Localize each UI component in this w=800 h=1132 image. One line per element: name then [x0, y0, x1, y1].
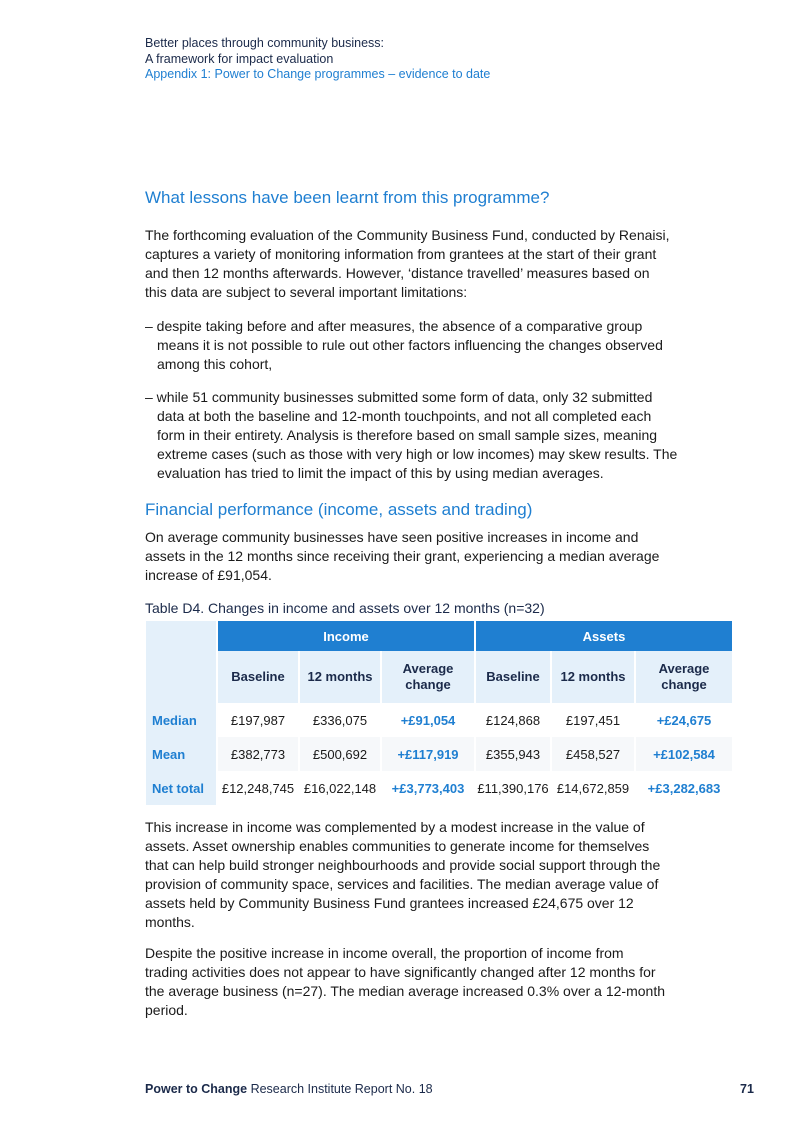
column-header: Average change: [382, 651, 474, 703]
table-cell: +£102,584: [636, 737, 732, 771]
table-corner-cell: [146, 621, 216, 703]
section-title-financial: Financial performance (income, assets and trading): [145, 500, 533, 519]
footer-brand: Power to Change: [145, 1082, 248, 1096]
table-cell: £14,672,859: [552, 771, 634, 805]
table-cell: £458,527: [552, 737, 634, 771]
table-cell: £197,451: [552, 703, 634, 737]
table-row: [146, 771, 732, 805]
table-cell: +£24,675: [636, 703, 732, 737]
table-caption: Table D4. Changes in income and assets over 12 months (n=32): [145, 600, 545, 616]
column-header: Baseline: [218, 651, 298, 703]
income-assets-table: [144, 621, 734, 805]
row-label: Median: [146, 703, 216, 737]
header-appendix-line: Appendix 1: Power to Change programmes – evidence to date: [145, 67, 491, 81]
table-cell: £16,022,148: [300, 771, 380, 805]
bullet-item: – while 51 community businesses submitted some form of data, only 32 submitted data at both the baseline and 12-month touchpoints, and not all completed each form in their entirety. Analysis is therefore based on small sample sizes, meaning extreme cases (such as those with very high or low incomes) may skew results. The evaluation has tried to limit the impact of this by using median averages.: [145, 389, 678, 481]
column-header: 12 months: [300, 651, 380, 703]
column-header: 12 months: [552, 651, 634, 703]
group-header-income: Income: [218, 621, 474, 651]
group-header-assets: Assets: [476, 621, 732, 651]
table-cell: £12,248,745: [218, 771, 298, 805]
table-cell: £124,868: [476, 703, 550, 737]
lessons-paragraph: The forthcoming evaluation of the Community Business Fund, conducted by Renaisi, captures a variety of monitoring information from grantees at the start of their grant and then 12 months afterwards. However, ‘distance travelled’ measures based on this data are subject to several important limitations:: [145, 227, 670, 300]
page-footer: [145, 1082, 433, 1096]
table-cell: £197,987: [218, 703, 298, 737]
table-cell: £11,390,176: [476, 771, 550, 805]
trading-paragraph: Despite the positive increase in income overall, the proportion of income from trading activities does not appear to have significantly changed after 12 months for the average business (n=27). The median average increased 0.3% over a 12-month period.: [145, 945, 666, 1018]
financial-paragraph: On average community businesses have seen positive increases in income and assets in the 12 months since receiving their grant, experiencing a median average increase of £91,054.: [145, 529, 660, 583]
row-label: Mean: [146, 737, 216, 771]
header-title-line2: A framework for impact evaluation: [145, 51, 334, 66]
table-cell: £355,943: [476, 737, 550, 771]
running-header: [145, 36, 490, 83]
footer-report: Research Institute Report No. 18: [247, 1082, 433, 1096]
row-label: Net total: [146, 771, 216, 805]
table-cell: +£3,773,403: [382, 771, 474, 805]
section-title-lessons: What lessons have been learnt from this programme?: [145, 188, 550, 207]
page-number: 71: [740, 1082, 754, 1096]
table-column-header-row: [146, 651, 732, 703]
table-row: [146, 703, 732, 737]
table-group-header-row: [146, 621, 732, 651]
table-cell: +£117,919: [382, 737, 474, 771]
table-cell: +£3,282,683: [636, 771, 732, 805]
header-title-line1: Better places through community business:: [145, 36, 385, 50]
column-header: Baseline: [476, 651, 550, 703]
assets-paragraph: This increase in income was complemented by a modest increase in the value of assets. Asset ownership enables communities to generate income for themselves that can help build stronger neighbourhoods and provide social support through the provision of community space, services and facilities. The median average value of assets held by Community Business Fund grantees increased £24,675 over 12 months.: [145, 819, 661, 930]
table-cell: £500,692: [300, 737, 380, 771]
table-cell: £382,773: [218, 737, 298, 771]
table-cell: £336,075: [300, 703, 380, 737]
table-cell: +£91,054: [382, 703, 474, 737]
bullet-item: – despite taking before and after measures, the absence of a comparative group means it is not possible to rule out other factors influencing the changes observed among this cohort,: [145, 318, 663, 372]
table-row: [146, 737, 732, 771]
column-header: Average change: [636, 651, 732, 703]
